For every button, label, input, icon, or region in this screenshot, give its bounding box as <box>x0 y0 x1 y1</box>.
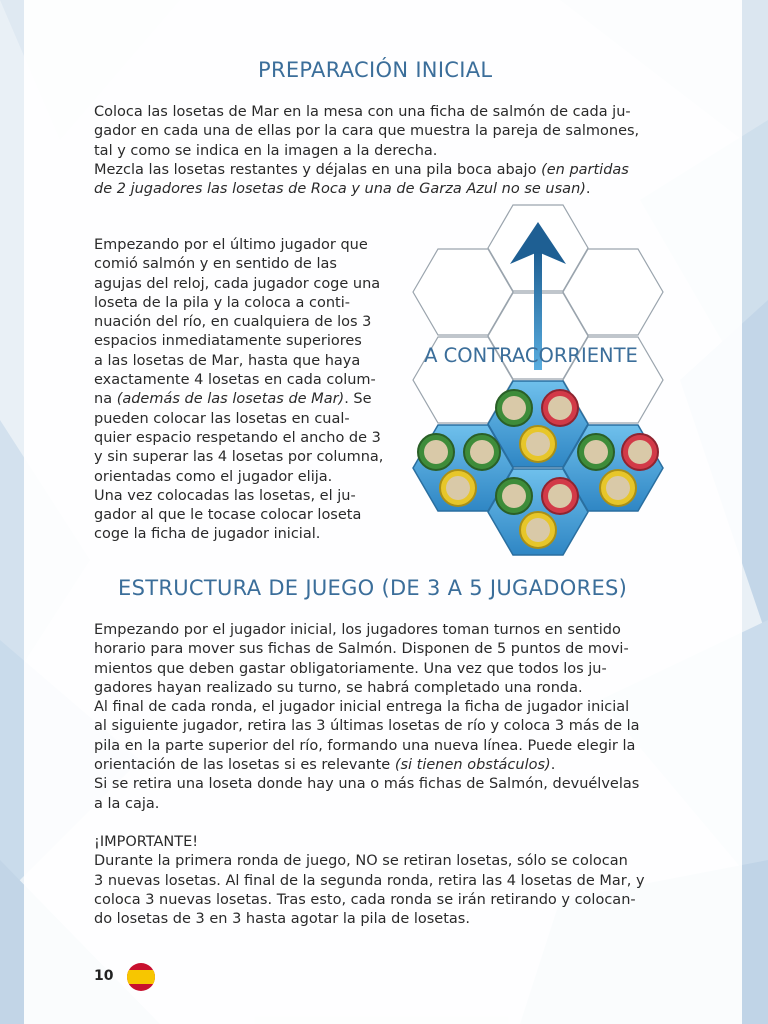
important-title: ¡IMPORTANTE! <box>94 833 199 850</box>
round-end: . <box>550 757 556 774</box>
paragraph-end-of-round <box>94 698 684 775</box>
salmon-token-yellow <box>440 470 476 506</box>
salmon-token-red <box>542 478 578 514</box>
river-diagram <box>400 200 670 560</box>
shuffle-end: . <box>585 181 591 198</box>
paragraph-seas: Coloca las losetas de Mar en la mesa con una ficha de salmón de cada ju- gador en cada una de ellas por la cara que muestra la pareja de salmones, tal y como se indica en la imagen a la derecha. <box>94 104 640 159</box>
placement-note: (además de las losetas de Mar) <box>116 391 345 408</box>
salmon-token-yellow <box>600 470 636 506</box>
spain-flag-icon <box>124 962 158 992</box>
paragraph-removed-tile: Si se retira una loseta donde hay una o más fichas de Salmón, devuélvelas a la caja. <box>94 776 640 812</box>
paragraph-placement <box>94 236 404 487</box>
salmon-token-red <box>622 434 658 470</box>
structure-text <box>94 621 684 929</box>
round-note: (si tienen obstáculos) <box>394 757 551 774</box>
diagram-label: A CONTRACORRIENTE <box>424 344 638 367</box>
salmon-token-green <box>578 434 614 470</box>
salmon-token-green <box>496 478 532 514</box>
salmon-token-green <box>418 434 454 470</box>
page-number: 10 <box>94 968 114 984</box>
salmon-token-yellow <box>520 512 556 548</box>
shuffle-text: Mezcla las losetas restantes y déjalas en una pila boca abajo <box>94 161 542 178</box>
section-title-preparacion: PREPARACIÓN INICIAL <box>258 58 493 82</box>
shuffle-note: (en partidas de 2 jugadores las losetas de Roca y una de Garza Azul no se usan) <box>94 161 629 198</box>
salmon-token-green <box>464 434 500 470</box>
important-text: Durante la primera ronda de juego, NO se retiran losetas, sólo se colocan 3 nuevas losetas. Al final de la segunda ronda, retira las 4 losetas de Mar, y coloca 3 nuevas losetas. Tras esto, cada ronda se irán retirando y colocan- do losetas de 3 en 3 hasta agotar la pila de losetas. <box>94 853 645 928</box>
salmon-token-yellow <box>520 426 556 462</box>
paragraph-turns: Empezando por el jugador inicial, los jugadores toman turnos en sentido horario para mover sus fichas de Salmón. Disponen de 5 puntos de movi- mientos que deben gastar obligatoriamente. Una vez que todos los ju- gadores hayan realizado su turno, se habrá completado una ronda. <box>94 622 629 696</box>
paragraph-first-player: Una vez colocadas las losetas, el ju- gador al que le tocase colocar loseta coge la ficha de jugador inicial. <box>94 487 362 543</box>
spacer <box>94 814 684 833</box>
placement-text-a: Empezando por el último jugador que comió salmón y en sentido de las agujas del reloj, cada jugador coge una loseta de la pila y la coloca a conti- nuación del río, en cualquiera de los 3 espacios inmediatamente superiores a las losetas de Mar, hasta que haya exactamente 4 losetas en cada colum- na <box>94 237 381 408</box>
salmon-token-red <box>542 390 578 426</box>
intro-text <box>94 103 684 199</box>
placement-text <box>94 236 404 545</box>
section-title-estructura: ESTRUCTURA DE JUEGO (DE 3 A 5 JUGADORES) <box>118 576 628 600</box>
salmon-token-green <box>496 390 532 426</box>
round-text: Al final de cada ronda, el jugador inicial entrega la ficha de jugador inicial al siguiente jugador, retira las 3 últimas losetas de río y coloca 3 más de la pila en la parte superior del río, formando una nueva línea. Puede elegir la orientación de las losetas si es relevante <box>94 699 640 774</box>
paragraph-shuffle <box>94 161 684 200</box>
placement-text-b: . Se pueden colocar las losetas en cual- quier espacio respetando el ancho de 3 y sin superar las 4 losetas por columna, orientadas como el jugador elija. <box>94 391 384 485</box>
